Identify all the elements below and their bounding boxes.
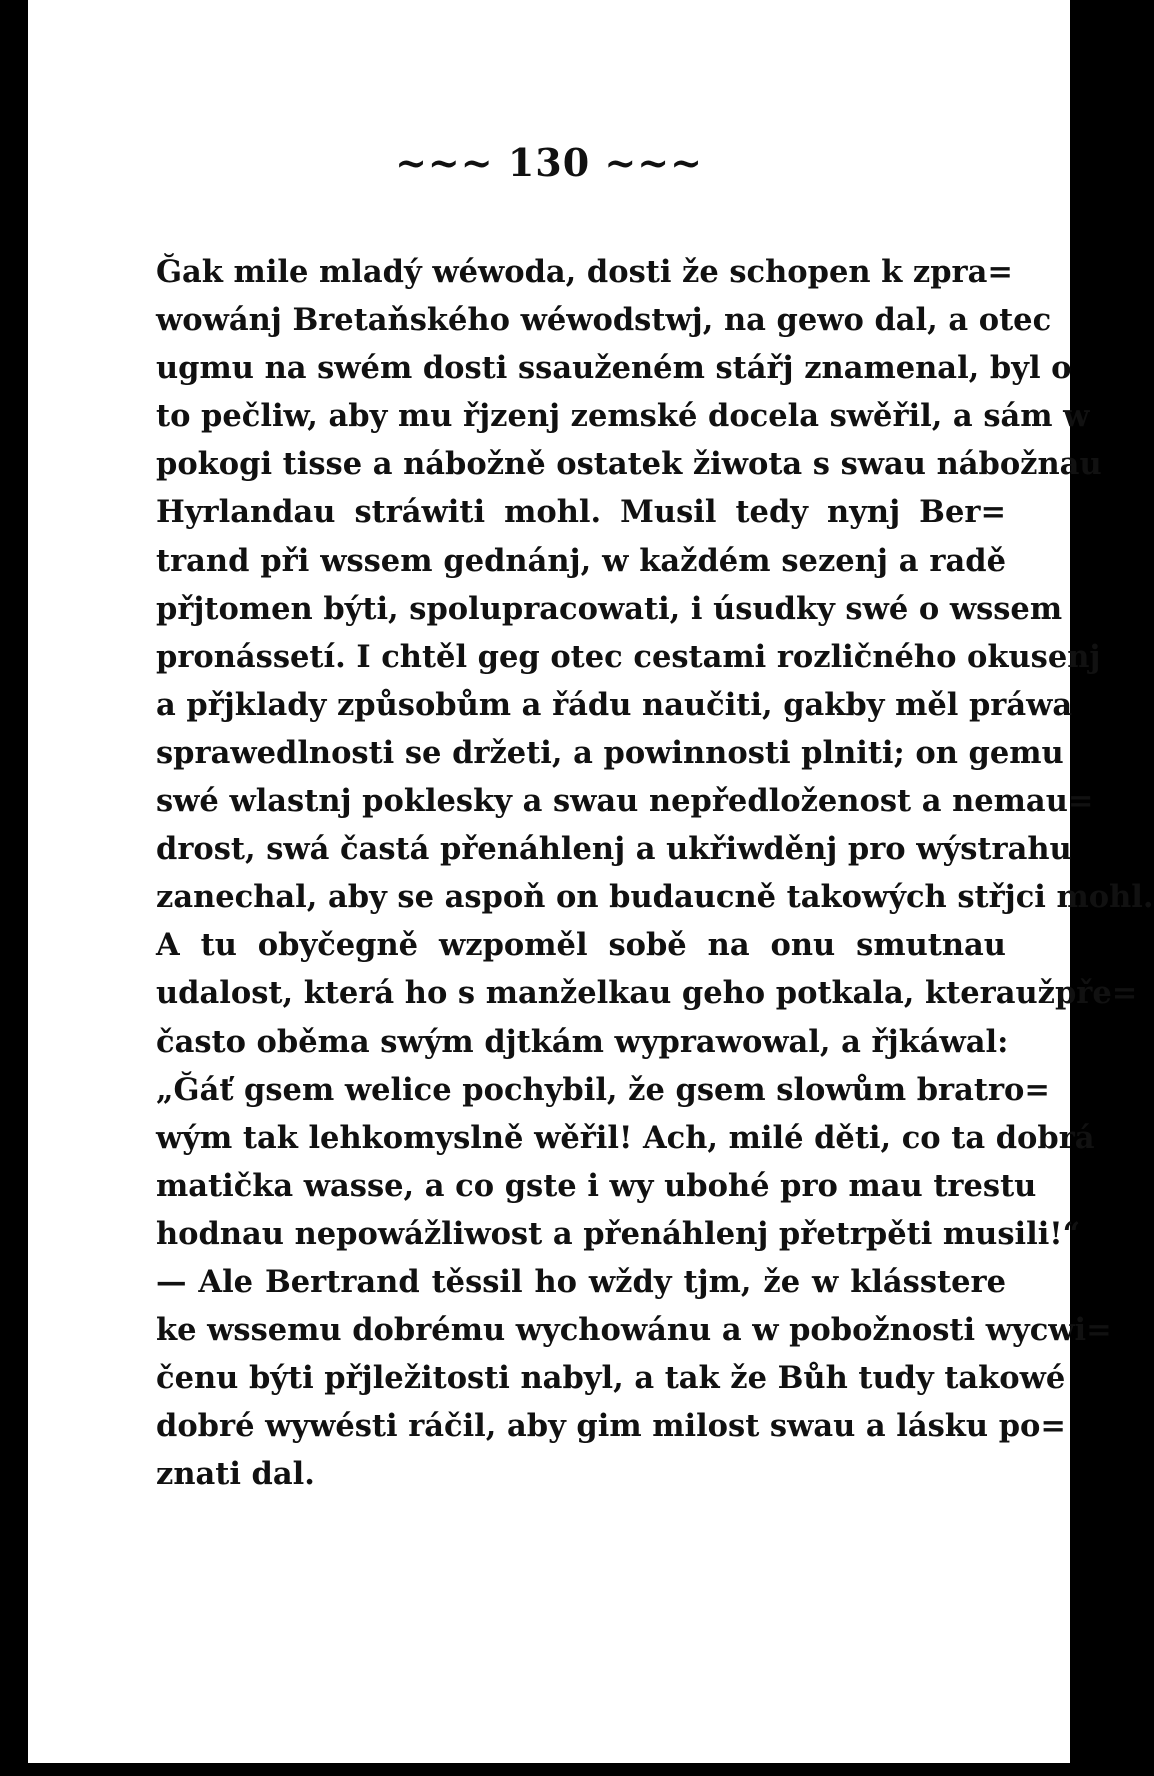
- text-line: pokogi tisse a nábožně ostatek žiwota s swau nábožnau: [156, 446, 1102, 483]
- ornament-right: ~~~: [604, 140, 703, 185]
- text-line: swé wlastnj poklesky a swau nepředloženost a nemau=: [156, 783, 1094, 820]
- text-line: zanechal, aby se aspoň on budaucně takowých střjci mohl.: [156, 879, 1154, 916]
- text-line: A tu obyčegně wzpoměl sobě na onu smutnau: [156, 927, 1006, 964]
- text-line: a přjklady způsobům a řádu naučiti, gakby měl práwa: [156, 686, 1073, 723]
- text-line: často oběma swým djtkám wyprawowal, a řjkáwal:: [156, 1023, 1009, 1060]
- text-line: matička wasse, a co gste i wy ubohé pro mau trestu: [156, 1167, 1037, 1204]
- text-line: hodnau nepowážliwost a přenáhlenj přetrpěti musili!“: [156, 1215, 1081, 1252]
- text-line: ugmu na swém dosti ssauženém stářj znamenal, byl o: [156, 350, 1072, 387]
- page-number: 130: [507, 140, 591, 185]
- ornament-left: ~~~: [395, 140, 494, 185]
- body-text: [156, 248, 1154, 1498]
- text-line: — Ale Bertrand těssil ho wždy tjm, že w klásstere: [156, 1263, 1006, 1300]
- page-header: [28, 140, 1070, 185]
- text-line: přjtomen býti, spolupracowati, i úsudky swé o wssem: [156, 590, 1063, 627]
- text-line: drost, swá častá přenáhlenj a ukřiwděnj pro wýstrahu: [156, 831, 1072, 868]
- text-line: „Ğáť gsem welice pochybil, že gsem slowům bratro=: [156, 1071, 1050, 1108]
- text-line: dobré wywésti ráčil, aby gim milost swau a lásku po=: [156, 1408, 1066, 1445]
- text-line: Hyrlandau stráwiti mohl. Musil tedy nynj Ber=: [156, 494, 1006, 531]
- book-page: [28, 0, 1154, 1763]
- text-line: wowánj Bretaňského wéwodstwj, na gewo dal, a otec: [156, 302, 1052, 339]
- text-line: Ğak mile mladý wéwoda, dosti že schopen k zpra=: [156, 254, 1013, 290]
- text-line: sprawedlnosti se držeti, a powinnosti plniti; on gemu: [156, 734, 1064, 771]
- text-line: udalost, která ho s manželkau geho potkala, kteraužpře=: [156, 975, 1138, 1012]
- text-line: to pečliw, aby mu řjzenj zemské docela swěřil, a sám w: [156, 398, 1090, 435]
- text-line: trand při wssem gednánj, w každém sezenj a radě: [156, 542, 1006, 579]
- text-line: znati dal.: [156, 1456, 315, 1493]
- text-line: wým tak lehkomyslně wěřil! Ach, milé děti, co ta dobrá: [156, 1119, 1095, 1156]
- text-line: čenu býti přjležitosti nabyl, a tak že Bůh tudy takowé: [156, 1360, 1066, 1397]
- text-line: ke wssemu dobrému wychowánu a w pobožnosti wycwi=: [156, 1312, 1112, 1349]
- text-line: pronássetí. I chtěl geg otec cestami rozličného okusenj: [156, 638, 1101, 675]
